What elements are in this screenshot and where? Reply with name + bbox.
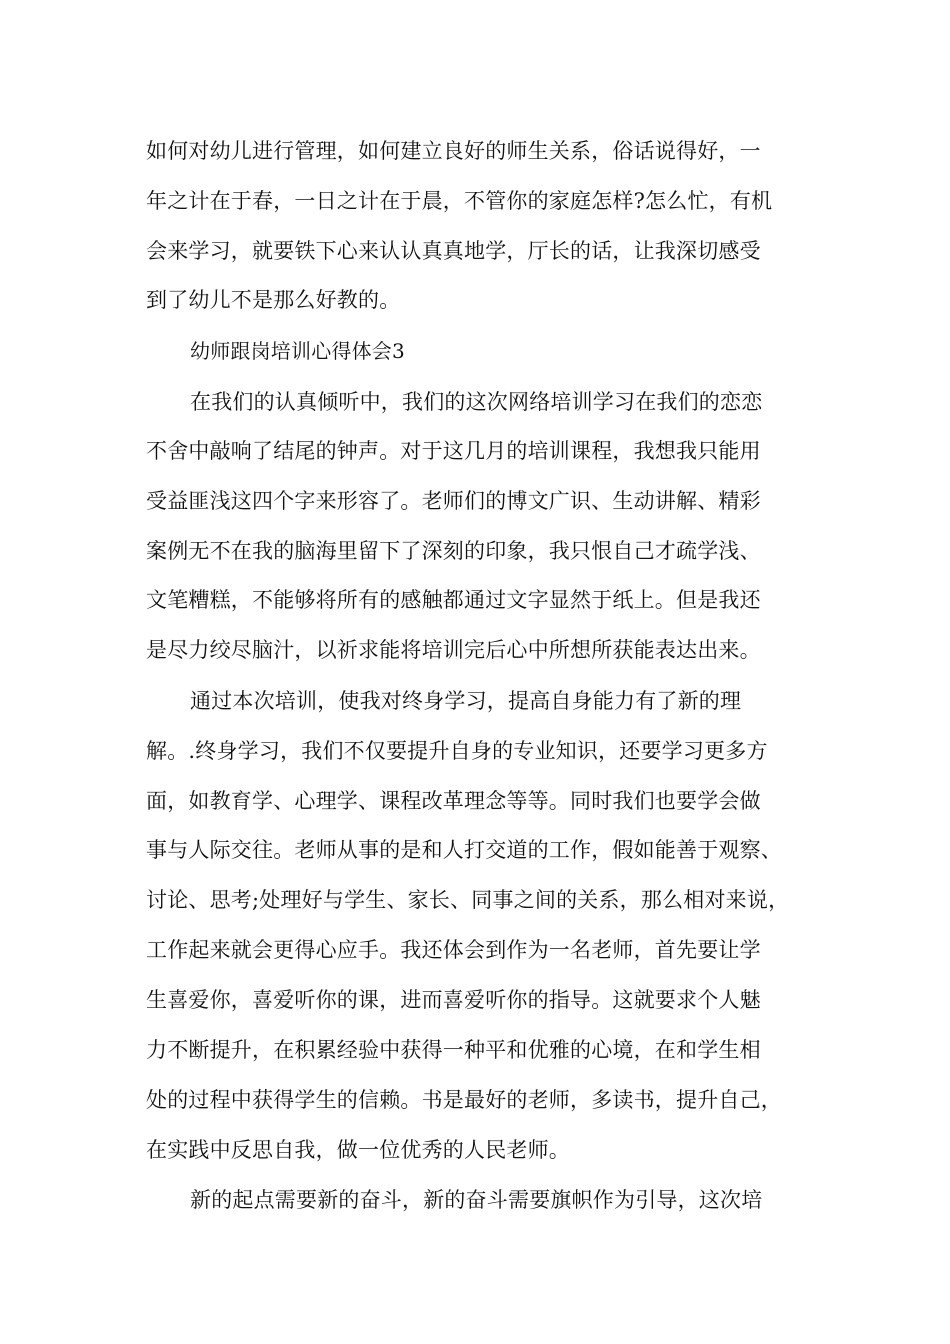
text-line: 通过本次培训，使我对终身学习，提高自身能力有了新的理	[190, 689, 742, 713]
text-line: 是尽力绞尽脑汁，以祈求能将培训完后心中所想所获能表达出来。	[146, 638, 761, 662]
text-line: 讨论、思考;处理好与学生、家长、同事之间的关系，那么相对来说，	[146, 888, 790, 912]
text-line: 受益匪浅这四个字来形容了。老师们的博文广识、生动讲解、精彩	[146, 489, 761, 513]
text-line: 事与人际交往。老师从事的是和人打交道的工作，假如能善于观察、	[146, 838, 782, 862]
text-line: 文笔糟糕，不能够将所有的感触都通过文字显然于纸上。但是我还	[146, 588, 761, 612]
text-line: 处的过程中获得学生的信赖。书是最好的老师，多读书，提升自己，	[146, 1088, 782, 1112]
text-line: 到了幼儿不是那么好教的。	[146, 288, 401, 312]
text-line: 工作起来就会更得心应手。我还体会到作为一名老师，首先要让学	[146, 938, 761, 962]
section-heading: 幼师跟岗培训心得体会3	[190, 339, 405, 363]
text-line: 不舍中敲响了结尾的钟声。对于这几月的培训课程，我想我只能用	[146, 439, 761, 463]
text-line: 案例无不在我的脑海里留下了深刻的印象，我只恨自己才疏学浅、	[146, 539, 761, 563]
text-line: 在实践中反思自我，做一位优秀的人民老师。	[146, 1138, 570, 1162]
text-line: 解。.终身学习，我们不仅要提升自身的专业知识，还要学习更多方	[146, 739, 768, 763]
text-line: 生喜爱你，喜爱听你的课，进而喜爱听你的指导。这就要求个人魅	[146, 988, 761, 1012]
text-line: 力不断提升，在积累经验中获得一种平和优雅的心境，在和学生相	[146, 1038, 761, 1062]
text-line: 会来学习，就要铁下心来认认真真地学，厅长的话，让我深切感受	[146, 239, 761, 263]
text-line: 面，如教育学、心理学、课程改革理念等等。同时我们也要学会做	[146, 789, 761, 813]
text-line: 如何对幼儿进行管理，如何建立良好的师生关系，俗话说得好，一	[146, 139, 761, 163]
text-line: 在我们的认真倾听中，我们的这次网络培训学习在我们的恋恋	[190, 390, 763, 414]
text-line: 新的起点需要新的奋斗，新的奋斗需要旗帜作为引导，这次培	[190, 1188, 763, 1212]
text-line: 年之计在于春，一日之计在于晨，不管你的家庭怎样?怎么忙，有机	[146, 189, 773, 213]
